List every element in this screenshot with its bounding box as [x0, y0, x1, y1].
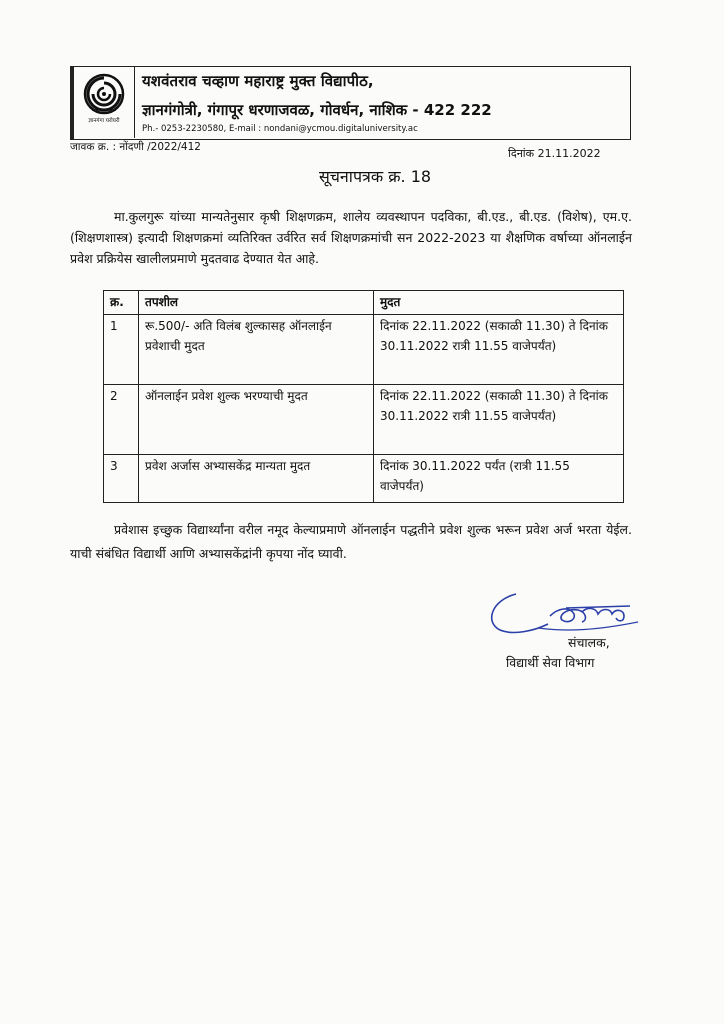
row-serial: 3: [104, 455, 139, 503]
table-row: [104, 455, 624, 503]
row-serial: 1: [104, 315, 139, 385]
notice-title: सूचनापत्रक क्र. 18: [318, 167, 432, 186]
signatory-department: विद्यार्थी सेवा विभाग: [506, 655, 595, 670]
header-serial: क्र.: [104, 291, 139, 315]
signatory-designation: संचालक,: [568, 635, 610, 650]
letterhead-divider: [134, 66, 135, 138]
row-detail: रू.500/- अति विलंब शुल्कासह ऑनलाईन प्रवेशाची मुदत: [139, 315, 374, 385]
university-address: ज्ञानगंगोत्री, गंगापूर धरणाजवळ, गोवर्धन, नाशिक - 422 222: [142, 101, 492, 119]
row-deadline: दिनांक 22.11.2022 (सकाळी 11.30) ते दिनांक 30.11.2022 रात्री 11.55 वाजेपर्यंत): [374, 385, 624, 455]
table-header-row: [104, 291, 624, 315]
university-name: यशवंतराव चव्हाण महाराष्ट्र मुक्त विद्यापीठ,: [142, 72, 374, 90]
reference-number: जावक क्र. : नोंदणी /2022/412: [70, 141, 201, 153]
table-row: [104, 385, 624, 455]
header-deadline: मुदत: [374, 291, 624, 315]
university-contact: Ph.- 0253-2230580, E-mail : nondani@ycmou.digitaluniversity.ac: [142, 124, 418, 134]
row-detail: ऑनलाईन प्रवेश शुल्क भरण्याची मुदत: [139, 385, 374, 455]
row-deadline: दिनांक 22.11.2022 (सकाळी 11.30) ते दिनांक 30.11.2022 रात्री 11.55 वाजेपर्यंत): [374, 315, 624, 385]
row-deadline: दिनांक 30.11.2022 पर्यंत (रात्री 11.55 वाजेपर्यंत): [374, 455, 624, 503]
closing-paragraph: प्रवेशास इच्छुक विद्यार्थ्यांना वरील नमूद केल्याप्रमाणे ऑनलाईन पद्धतीने प्रवेश शुल्क भरून प्रवेश अर्ज भरता येईल. याची संबंधित विद्यार्थी आणि अभ्यासकेंद्रांनी कृपया नोंद घ्यावी.: [70, 522, 632, 561]
deadline-table: [103, 290, 624, 503]
logo-caption: ज्ञानगंगा घरोघरी: [88, 118, 120, 124]
handwritten-signature: [478, 586, 648, 648]
header-details: तपशील: [139, 291, 374, 315]
notice-date: दिनांक 21.11.2022: [508, 147, 601, 160]
table-row: [104, 315, 624, 385]
row-serial: 2: [104, 385, 139, 455]
university-logo: [80, 70, 128, 130]
row-detail: प्रवेश अर्जास अभ्यासकेंद्र मान्यता मुदत: [139, 455, 374, 503]
intro-paragraph: मा.कुलगुरू यांच्या मान्यतेनुसार कृषी शिक्षणक्रम, शालेय व्यवस्थापन पदविका, बी.एड., बी.एड. (विशेष), एम.ए. (शिक्षणशास्त्र) इत्यादी शिक्षणक्रमां व्यतिरिक्त उर्वरित सर्व शिक्षणक्रमांची सन 2022-2023 या शैक्षणिक वर्षाच्या ऑनलाईन प्रवेश प्रक्रियेस खालीलप्रमाणे मुदतवाढ देण्यात येत आहे.: [70, 209, 632, 266]
